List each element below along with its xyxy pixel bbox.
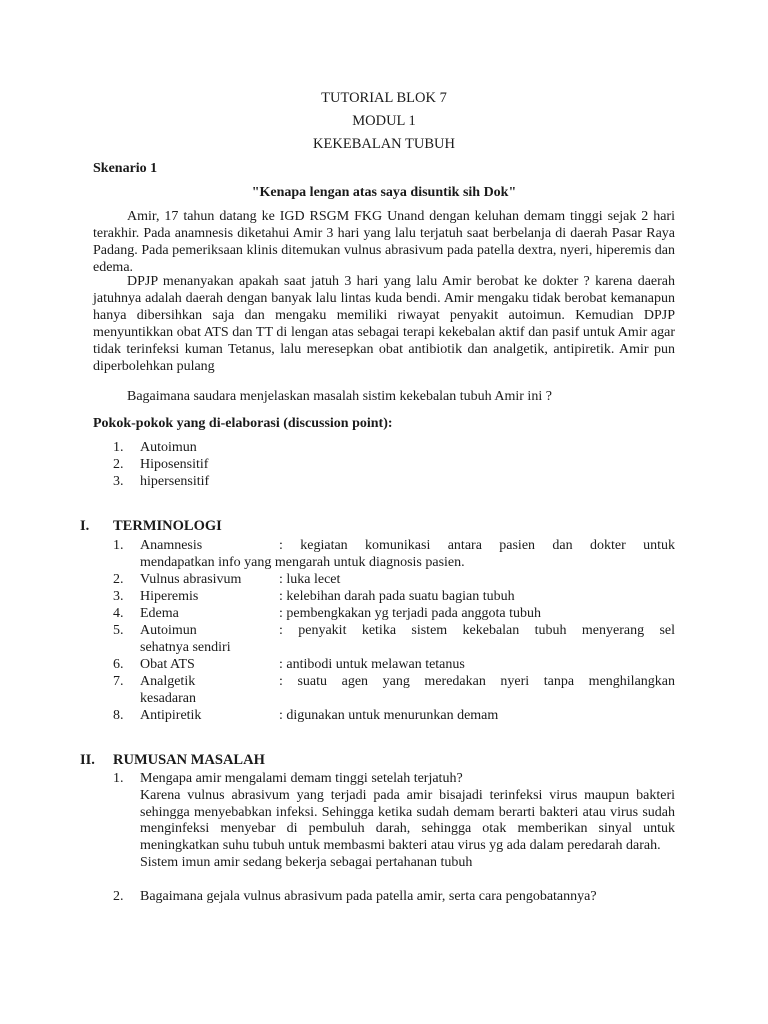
list-item <box>113 771 675 872</box>
section-number: II. <box>80 752 95 768</box>
list-text: Hiposensitif <box>140 457 209 472</box>
scenario-label: Skenario 1 <box>93 161 158 176</box>
term-label: Vulnus abrasivum <box>140 572 242 587</box>
term-label: Analgetik <box>140 674 196 689</box>
list-number: 1. <box>113 440 124 455</box>
section-number: I. <box>80 518 90 534</box>
term-definition: : kelebihan darah pada suatu bagian tubuh <box>279 589 515 604</box>
list-item <box>113 622 675 656</box>
list-item <box>113 571 675 588</box>
list-number: 1. <box>113 538 124 553</box>
term-definition: : digunakan untuk menurunkan demam <box>279 708 499 723</box>
list-number: 5. <box>113 623 124 638</box>
list-number: 7. <box>113 674 124 689</box>
term-label: Anamnesis <box>140 538 203 553</box>
discussion-heading: Pokok-pokok yang di-elaborasi (discussion point): <box>93 416 393 431</box>
title-tutorial-blok: TUTORIAL BLOK 7 <box>321 90 447 106</box>
list-item <box>113 673 675 707</box>
list-number: 2. <box>113 572 124 587</box>
title-kekebalan-tubuh: KEKEBALAN TUBUH <box>313 136 455 152</box>
list-number: 4. <box>113 606 124 621</box>
list-item <box>113 456 209 473</box>
term-definition-continued: mendapatkan info yang mengarah untuk diagnosis pasien. <box>140 555 465 570</box>
list-number: 2. <box>113 888 124 904</box>
list-number: 3. <box>113 589 124 604</box>
list-number: 8. <box>113 708 124 723</box>
problem-question: Mengapa amir mengalami demam tinggi setelah terjatuh? <box>140 771 463 786</box>
scenario-paragraph-2: DPJP menanyakan apakah saat jatuh 3 hari yang lalu Amir berobat ke dokter ? karena daerah jatuhnya adalah daerah dengan banyak lalu lintas kuda bendi. Amir mengaku tidak berobat kemanapun hanya dibersihkan saja dan mengaku memiliki riwayat penyakit autoimun. Kemudian DPJP menyuntikkan obat ATS dan TT di lengan atas sebagai terapi kekebalan aktif dan pasif untuk Amir agar tidak terinfeksi kuman Tetanus, lalu meresepkan obat antibiotik dan analgetik, antipiretik. Amir pun diperbolehkan pulang <box>93 274 675 374</box>
term-label: Edema <box>140 606 179 621</box>
term-definition: : pembengkakan yg terjadi pada anggota tubuh <box>279 606 542 621</box>
list-item <box>113 473 209 490</box>
list-number: 1. <box>113 771 124 786</box>
term-definition-continued: sehatnya sendiri <box>140 640 231 655</box>
term-definition: : suatu agen yang meredakan nyeri tanpa menghilangkan <box>279 674 675 689</box>
list-text: Autoimun <box>140 440 197 455</box>
terminology-list <box>113 537 675 724</box>
term-label: Autoimun <box>140 623 197 638</box>
problem-question: Bagaimana gejala vulnus abrasivum pada patella amir, serta cara pengobatannya? <box>140 888 597 904</box>
list-number: 6. <box>113 657 124 672</box>
term-label: Hiperemis <box>140 589 199 604</box>
term-definition-continued: kesadaran <box>140 691 196 706</box>
problem-note: Sistem imun amir sedang bekerja sebagai pertahanan tubuh <box>140 854 473 870</box>
section-heading-rumusan-masalah <box>80 752 265 769</box>
list-item <box>113 656 675 673</box>
list-item <box>113 605 675 622</box>
list-item <box>113 537 675 571</box>
section-title: TERMINOLOGI <box>113 518 222 534</box>
document-title-block <box>0 87 768 155</box>
term-definition: : penyakit ketika sistem kekebalan tubuh menyerang sel <box>279 623 675 638</box>
list-text: hipersensitif <box>140 474 210 489</box>
discussion-list <box>113 439 209 490</box>
section-heading-terminologi <box>80 518 222 535</box>
term-label: Obat ATS <box>140 657 195 672</box>
list-number: 3. <box>113 474 124 489</box>
term-definition: : kegiatan komunikasi antara pasien dan dokter untuk <box>279 538 675 553</box>
list-item <box>113 588 675 605</box>
term-definition: : luka lecet <box>279 572 341 587</box>
problem-answer: Karena vulnus abrasivum yang terjadi pada amir bisajadi terinfeksi virus maupun bakteri sehingga menyebabkan infeksi. Sehingga ketika sudah demam berarti bakteri atau virus sudah menginfeksi menyebar di pembuluh darah, sehingga otak memberikan sinyal untuk meningkatkan suhu tubuh untuk membasmi bakteri atau virus yg ada dalam peredarah darah. <box>140 787 675 854</box>
list-item <box>113 707 675 724</box>
scenario-question: Bagaimana saudara menjelaskan masalah sistim kekebalan tubuh Amir ini ? <box>127 389 552 404</box>
section-title: RUMUSAN MASALAH <box>113 752 265 768</box>
scenario-quote: "Kenapa lengan atas saya disuntik sih Dok" <box>251 185 517 200</box>
list-item <box>113 439 209 456</box>
term-definition: : antibodi untuk melawan tetanus <box>279 657 465 672</box>
problem-list <box>113 771 675 906</box>
term-label: Antipiretik <box>140 708 202 723</box>
scenario-paragraph-1: Amir, 17 tahun datang ke IGD RSGM FKG Unand dengan keluhan demam tinggi sejak 2 hari terakhir. Pada anamnesis diketahui Amir 3 hari yang lalu terjatuh saat berbelanja di daerah Pasar Raya Padang. Pada pemeriksaan klinis ditemukan vulnus abrasivum pada patella dextra, nyeri, hiperemis dan edema. <box>93 209 675 275</box>
list-number: 2. <box>113 457 124 472</box>
title-modul: MODUL 1 <box>352 113 416 129</box>
list-item <box>113 889 675 906</box>
